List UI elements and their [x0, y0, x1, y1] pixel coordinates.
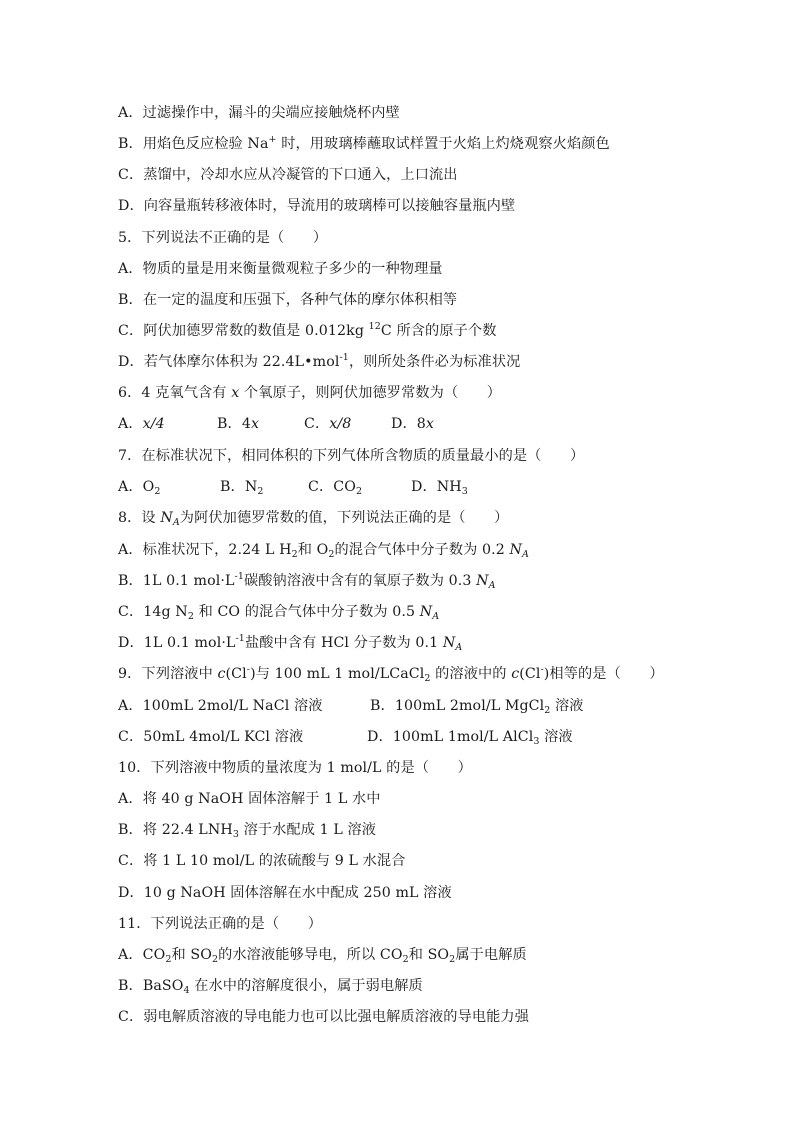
subscript: 3: [232, 829, 239, 840]
option-text: C．弱电解质溶液的导电能力也可以比强电解质溶液的导电能力强: [118, 1009, 530, 1025]
subscript: 2: [355, 486, 363, 497]
option-text: 盐酸中含有 HCl 分子数为 0.1: [244, 635, 443, 651]
variable: N: [476, 573, 489, 589]
q8-option-a: [118, 540, 529, 560]
q6-option-b: [217, 414, 304, 434]
subscript: A: [172, 517, 180, 528]
option-text: ，则所处条件必为标准状况: [348, 354, 521, 370]
q6-options: [118, 414, 434, 434]
option-text: C．14g N: [118, 604, 188, 620]
q4-option-a: [118, 103, 400, 123]
option-text: A．过滤操作中，漏斗的尖端应接触烧杯内壁: [118, 105, 400, 121]
q9-options-row1: [118, 696, 584, 716]
subscript: 2: [402, 954, 409, 965]
option-text: D．100mL 1mol/L AlCl: [367, 729, 534, 745]
question-text: 7．在标准状况下，相同体积的下列气体所含物质的质量最小的是（ ）: [118, 448, 585, 464]
option-text: 时，用玻璃棒蘸取试样置于火焰上灼烧观察火焰颜色: [276, 136, 610, 152]
q9-option-a: [118, 696, 370, 716]
variable: N: [160, 510, 173, 526]
question-text: (Cl: [225, 666, 247, 682]
option-text: D．若气体摩尔体积为 22.4L•mol: [118, 354, 340, 370]
option-text: 和 SO: [171, 947, 212, 963]
q7-stem: [118, 446, 584, 466]
q6-option-a: [118, 414, 217, 434]
subscript: 2: [544, 705, 551, 716]
subscript: 2: [187, 611, 194, 622]
q10-option-c: [118, 851, 406, 871]
q5-option-c: [118, 321, 497, 341]
subscript: 3: [533, 736, 540, 747]
option-text: D．10 g NaOH 固体溶解在水中配成 250 mL 溶液: [118, 885, 452, 901]
question-text: 的溶液中的: [430, 666, 512, 682]
variable: x: [231, 385, 240, 401]
q6-stem: [118, 383, 501, 403]
option-text: D．1L 0.1 mol·L: [118, 635, 236, 651]
option-value: x/4: [142, 416, 165, 432]
q7-option-b: [220, 477, 308, 497]
q5-option-b: [118, 290, 457, 310]
q8-option-b: [118, 571, 496, 591]
superscript: -1: [234, 571, 244, 582]
option-label: A．: [118, 416, 143, 432]
q5-option-d: [118, 352, 520, 372]
option-value: x: [425, 416, 434, 432]
q6-option-d: [391, 414, 434, 434]
option-text: 溶于水配成 1 L 溶液: [238, 822, 377, 838]
subscript: 2: [449, 954, 456, 965]
subscript: 2: [211, 954, 219, 965]
subscript: A: [522, 549, 529, 560]
q4-option-b: [118, 134, 610, 154]
option-text: B．用焰色反应检验 Na: [118, 136, 269, 152]
subscript: A: [432, 611, 440, 622]
option-text: B．100mL 2mol/L MgCl: [370, 698, 545, 714]
option-text: C．蒸馏中，冷却水应从冷凝管的下口通入，上口流出: [118, 167, 458, 183]
superscript: 12: [368, 321, 381, 332]
q4-option-d: [118, 196, 515, 216]
subscript: A: [488, 580, 496, 591]
q7-options: [118, 477, 468, 497]
option-text: C 所含的原子个数: [380, 323, 497, 339]
question-text: 个氧原子，则阿伏加德罗常数为（ ）: [239, 385, 502, 401]
question-text: 11．下列说法正确的是（ ）: [118, 916, 322, 932]
q10-option-b: [118, 820, 376, 840]
variable: N: [509, 542, 522, 558]
option-text: 溶液: [550, 698, 584, 714]
question-text: 为阿伏加德罗常数的值，下列说法正确的是（ ）: [179, 510, 509, 526]
q11-option-c: [118, 1007, 529, 1027]
question-text: 6．4 克氧气含有: [118, 385, 232, 401]
subscript: 3: [461, 486, 468, 497]
option-text: 属于电解质: [455, 947, 527, 963]
subscript: 2: [291, 549, 298, 560]
option-text: 的水溶液能够导电，所以 CO: [218, 947, 403, 963]
question-text: 8．设: [118, 510, 161, 526]
q5-option-a: [118, 259, 443, 279]
option-label: B．4: [217, 416, 251, 432]
q8-stem: [118, 508, 508, 528]
q6-option-c: [304, 414, 391, 434]
q7-option-d: [411, 477, 468, 497]
q11-stem: [118, 914, 322, 934]
superscript: -: [540, 664, 544, 675]
variable: c: [511, 666, 520, 682]
superscript: -: [246, 664, 251, 675]
question-text: )相等的是（ ）: [543, 666, 664, 682]
option-label: C．: [304, 416, 330, 432]
superscript: -1: [339, 352, 349, 363]
option-text: A．物质的量是用来衡量微观粒子多少的一种物理量: [118, 261, 443, 277]
q7-option-a: [118, 477, 220, 497]
option-text: A．100mL 2mol/L NaCl 溶液: [118, 698, 323, 714]
option-value: x: [250, 416, 260, 432]
option-text: A．CO: [118, 947, 166, 963]
option-text: C．CO: [308, 479, 356, 495]
option-text: B．N: [220, 479, 258, 495]
variable: N: [419, 604, 433, 620]
q5-stem: [118, 228, 327, 248]
q9-stem: [118, 664, 664, 684]
option-text: C．50mL 4mol/L KCl 溶液: [118, 729, 304, 745]
question-text: (Cl: [519, 666, 541, 682]
q10-option-a: [118, 789, 381, 809]
question-text: 10．下列溶液中物质的量浓度为 1 mol/L 的是（ ）: [118, 760, 472, 776]
subscript: 2: [257, 486, 264, 497]
q9-option-d: [367, 727, 573, 747]
option-text: A．标准状况下，2.24 L H: [118, 542, 292, 558]
option-text: A．将 40 g NaOH 固体溶解于 1 L 水中: [118, 791, 381, 807]
q10-option-d: [118, 883, 452, 903]
subscript: 2: [424, 673, 431, 684]
subscript: 4: [183, 985, 190, 996]
option-text: D．NH: [411, 479, 462, 495]
subscript: A: [455, 642, 463, 653]
q8-option-d: [118, 633, 462, 653]
superscript: -1: [235, 633, 245, 644]
option-text: B．将 22.4 LNH: [118, 822, 233, 838]
option-text: 在水中的溶解度很小，属于弱电解质: [189, 978, 423, 994]
q10-stem: [118, 758, 472, 778]
variable: N: [442, 635, 456, 651]
option-text: C．将 1 L 10 mol/L 的浓硫酸与 9 L 水混合: [118, 853, 406, 869]
question-text: 5．下列说法不正确的是（ ）: [118, 230, 328, 246]
q4-option-c: [118, 165, 458, 185]
question-text: 9．下列溶液中: [118, 666, 218, 682]
option-text: D．向容量瓶转移液体时，导流用的玻璃棒可以接触容量瓶内壁: [118, 198, 516, 214]
q9-options-row2: [118, 727, 573, 747]
q7-option-c: [308, 477, 411, 497]
q11-option-a: [118, 945, 527, 965]
option-text: 和 SO: [408, 947, 450, 963]
option-text: B．BaSO: [118, 978, 184, 994]
option-text: C．阿伏加德罗常数的数值是 0.012kg: [118, 323, 369, 339]
q9-option-b: [370, 696, 584, 716]
option-text: B．在一定的温度和压强下，各种气体的摩尔体积相等: [118, 292, 458, 308]
option-text: B．1L 0.1 mol·L: [118, 573, 235, 589]
option-text: 和 O: [297, 542, 329, 558]
q9-option-c: [118, 727, 367, 747]
option-label: D．8: [391, 416, 426, 432]
option-text: 和 CO 的混合气体中分子数为 0.5: [193, 604, 420, 620]
q11-option-b: [118, 976, 423, 996]
subscript: 2: [165, 954, 172, 965]
option-text: A．O: [118, 479, 155, 495]
option-text: 溶液: [539, 729, 573, 745]
option-text: 的混合气体中分子数为 0.2: [334, 542, 510, 558]
superscript: +: [268, 134, 277, 145]
question-text: )与 100 mL 1 mol/LCaCl: [250, 666, 425, 682]
variable: c: [217, 666, 226, 682]
option-value: x/8: [329, 416, 352, 432]
subscript: 2: [328, 549, 335, 560]
q8-option-c: [118, 602, 439, 622]
subscript: 2: [154, 486, 161, 497]
option-text: 碳酸钠溶液中含有的氧原子数为 0.3: [243, 573, 477, 589]
